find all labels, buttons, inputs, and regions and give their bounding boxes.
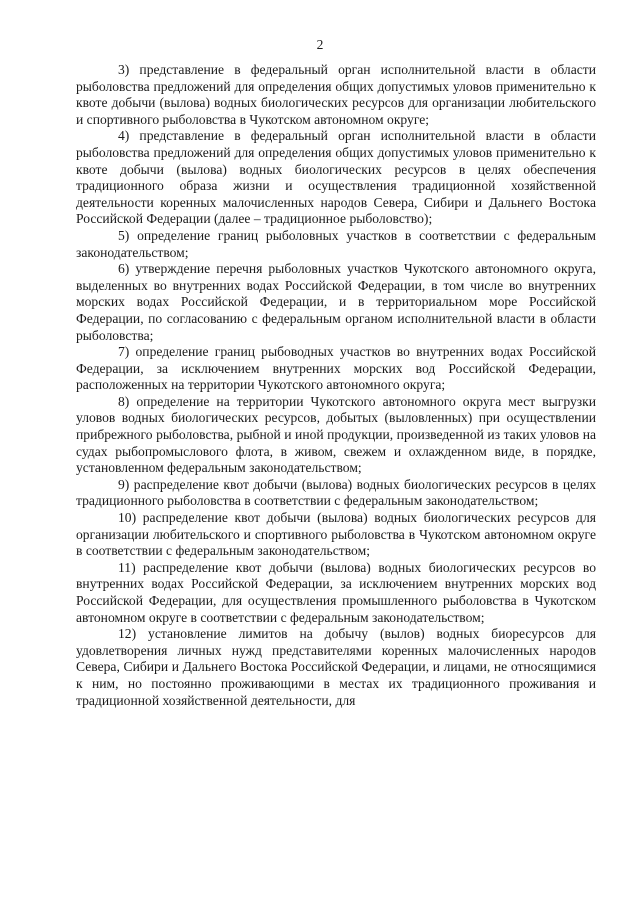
- paragraph-item-5: 5) определение границ рыболовных участков в соответствии с федеральным законодательством;: [76, 227, 596, 260]
- paragraph-item-3: 3) представление в федеральный орган исполнительной власти в области рыболовства предложений для определения общих допустимых уловов применительно к квоте добычи (вылова) водных биологических ресурсов для организации любительского и спортивного рыболовства в Чукотском автономном округе;: [76, 62, 596, 127]
- paragraph-item-6: 6) утверждение перечня рыболовных участков Чукотского автономного округа, выделенных во внутренних водах Российской Федерации, в том числе во внутренних морских водах Российской Федерации, и в территориальном море Российской Федерации, по согласованию с федеральным органом исполнительной власти в области рыболовства;: [76, 261, 596, 343]
- paragraph-item-4: 4) представление в федеральный орган исполнительной власти в области рыболовства предложений для определения общих допустимых уловов применительно к квоте добычи (вылова) водных биологических ресурсов в целях обеспечения традиционного образа жизни и осуществления традиционной хозяйственной деятельности коренных малочисленных народов Севера, Сибири и Дальнего Востока Российской Федерации (далее – традиционное рыболовство);: [76, 128, 596, 227]
- paragraph-item-10: 10) распределение квот добычи (вылова) водных биологических ресурсов для организации любительского и спортивного рыболовства в Чукотском автономном округе в соответствии с федеральным законодательством;: [76, 510, 596, 559]
- document-body: [76, 62, 596, 709]
- paragraph-item-12: 12) установление лимитов на добычу (вылов) водных биоресурсов для удовлетворения личных нужд представителями коренных малочисленных народов Севера, Сибири и Дальнего Востока Российской Федерации, и лицами, не относящимися к ним, но постоянно проживающими в местах их традиционного проживания и традиционной хозяйственной деятельности, для: [76, 626, 596, 708]
- paragraph-item-8: 8) определение на территории Чукотского автономного округа мест выгрузки уловов водных биологических ресурсов, добытых (выловленных) при осуществлении прибрежного рыболовства, рыбной и иной продукции, произведенной из таких уловов на судах рыбопромыслового флота, в живом, свежем и охлажденном виде, в порядке, установленном федеральным законодательством;: [76, 393, 596, 476]
- paragraph-item-11: 11) распределение квот добычи (вылова) водных биологических ресурсов во внутренних водах Российской Федерации, за исключением внутренних морских вод Российской Федерации, для осуществления промышленного рыболовства в Чукотском автономном округе в соответствии с федеральным законодательством;: [76, 559, 596, 625]
- paragraph-item-9: 9) распределение квот добычи (вылова) водных биологических ресурсов в целях традиционного рыболовства в соответствии с федеральным законодательством;: [76, 476, 596, 509]
- paragraph-item-7: 7) определение границ рыбоводных участков во внутренних водах Российской Федерации, за исключением внутренних морских вод Российской Федерации, расположенных на территории Чукотского автономного округа;: [76, 344, 596, 393]
- page-number: 2: [316, 37, 324, 52]
